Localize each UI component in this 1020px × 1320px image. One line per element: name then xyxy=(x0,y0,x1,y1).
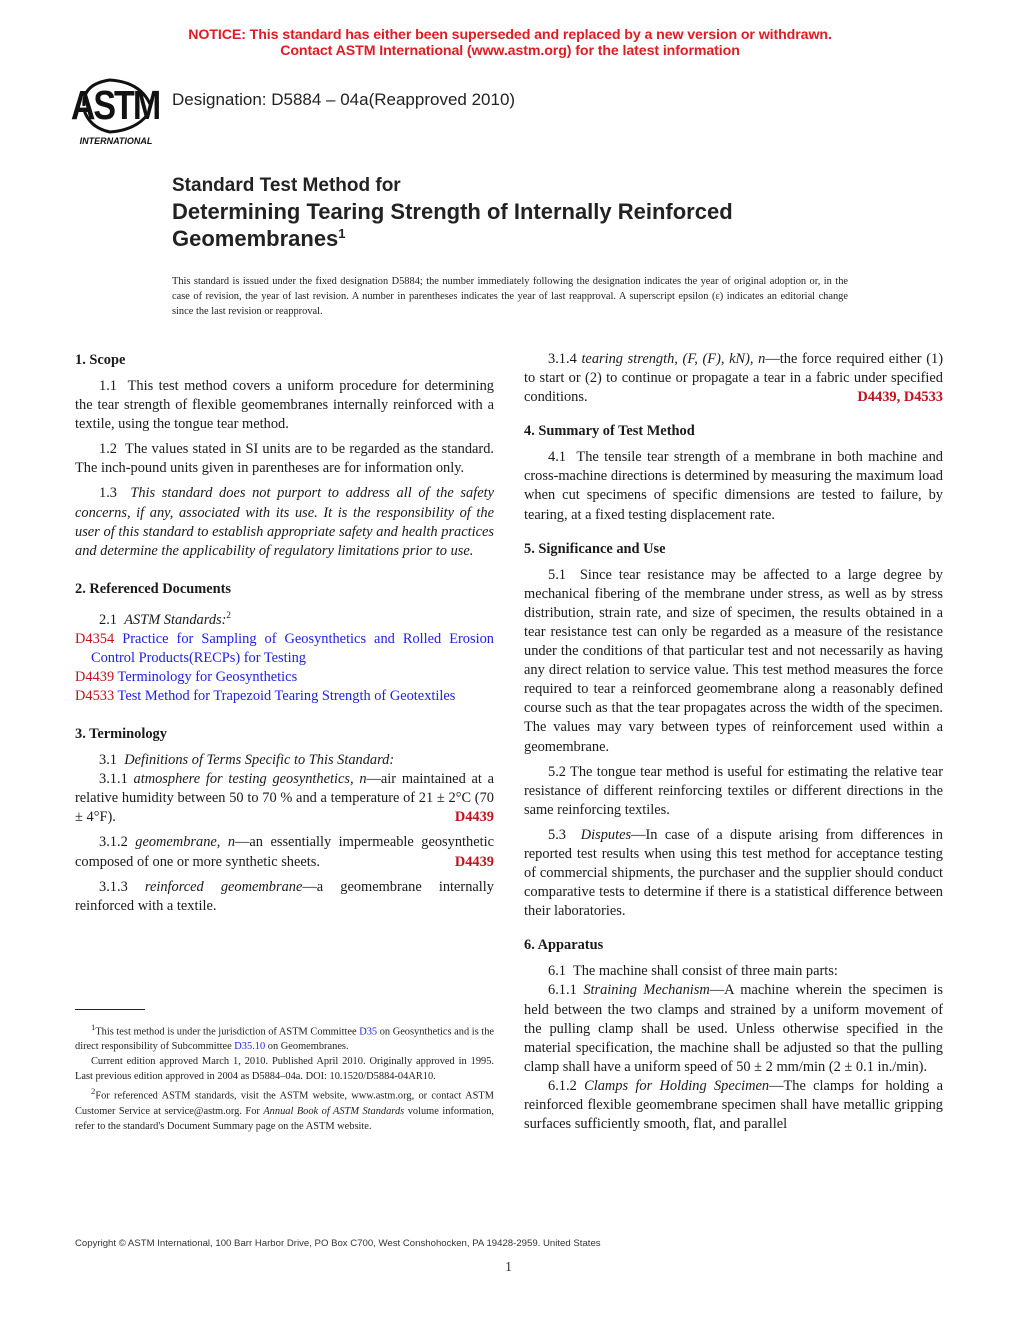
definition: —the force required either (1) to start or (2) to continue or propagate a tear in a fabric under specified conditions. xyxy=(524,351,943,406)
title-line-3-text: Geomembranes xyxy=(172,226,339,251)
footnote-mark[interactable]: 2 xyxy=(226,609,231,620)
document-title xyxy=(172,174,733,252)
subcommittee-link[interactable]: D35.10 xyxy=(234,1041,266,1053)
footnotes xyxy=(75,1020,494,1134)
reference-title[interactable]: Test Method for Trapezoid Tearing Strength of Geotextiles xyxy=(117,688,456,705)
para-3-1-3 xyxy=(75,878,494,916)
para-text: The tensile tear strength of a membrane in both machine and cross-machine directions is determined by measuring the maximum load when cut specimens of specific dimensions are tested to failure, by tearing, at a fixed testing displacement rate. xyxy=(524,449,943,523)
para-6-1-1 xyxy=(524,981,943,1076)
para-number: 6.1.1 xyxy=(548,982,577,999)
footnote-edition: Current edition approved March 1, 2010. Published April 2010. Originally approved in 1995. Last previous edition approved in 2004 as D5884–04a. DOI: 10.1520/D5884-04AR10. xyxy=(75,1056,494,1083)
footnote-text: on Geomembranes. xyxy=(265,1041,349,1053)
term: tearing strength, (F, (F), kN), n xyxy=(581,351,766,367)
footnote-text: Annual Book of ASTM Standards xyxy=(263,1105,405,1117)
para-6-1-2 xyxy=(524,1077,943,1134)
footnote-text: This test method is under the jurisdiction of ASTM Committee xyxy=(95,1026,360,1038)
footnote-2 xyxy=(75,1084,494,1133)
para-number: 3.1.3 xyxy=(99,878,128,895)
footnote-mark: 1 xyxy=(91,1022,96,1032)
para-text: —A machine wherein the specimen is held between the two clamps and strained by a uniform movement of the pulling clamp shall be used. Unless otherwise specified in the material specification, the machine shall be adjusted so that the pulling clamp shall have a uniform speed of 50 ± 2 mm/min (2 ± 0.1 in./min). xyxy=(524,982,943,1075)
footnote-mark: 2 xyxy=(91,1086,96,1097)
definition: —air maintained at a relative humidity between 50 to 70 % and a temperature of 21 ± 2°C (70 ± 4°F). xyxy=(75,771,494,826)
footnote-divider xyxy=(75,1009,145,1010)
para-number: 6.1.2 xyxy=(548,1077,577,1094)
copyright-notice: Copyright © ASTM International, 100 Barr Harbor Drive, PO Box C700, West Conshohocken, PA 19428-2959. United States xyxy=(75,1238,601,1249)
term: reinforced geomembrane xyxy=(144,878,303,895)
term: Straining Mechanism xyxy=(583,982,710,999)
para-5-2 xyxy=(524,763,943,820)
definition: —an essentially impermeable geosynthetic composed of one or more synthetic sheets. xyxy=(75,834,494,870)
notice-line-1: NOTICE: This standard has either been superseded and replaced by a new version or withdrawn. xyxy=(188,27,832,43)
reference-link[interactable]: D4439 xyxy=(454,853,494,870)
issuance-note: This standard is issued under the fixed designation D5884; the number immediately following the designation indicates the year of original adoption or, in the case of revision, the year of last revision. A number in parentheses indicates the year of last reapproval. A superscript epsilon (ε) indicates an editorial change since the last revision or reapproval. xyxy=(172,276,848,317)
designation: Designation: D5884 – 04a(Reapproved 2010) xyxy=(172,90,516,109)
para-number: 1.3 xyxy=(99,485,117,502)
para-6-1 xyxy=(524,962,943,981)
para-2-1 xyxy=(75,606,494,630)
footnote-1 xyxy=(75,1020,494,1054)
para-text: The tongue tear method is useful for estimating the relative tear resistance of different reinforcing textiles or different directions in the same reinforcing textiles. xyxy=(524,763,943,818)
term: geomembrane, n xyxy=(135,834,236,851)
para-1-3 xyxy=(75,484,494,560)
committee-link[interactable]: D35 xyxy=(359,1026,378,1038)
para-number: 5.2 xyxy=(548,763,566,780)
withdrawn-notice xyxy=(0,27,1020,59)
reference-code[interactable]: D4354 xyxy=(75,630,115,647)
para-number: 4.1 xyxy=(548,449,566,466)
reference-item[interactable] xyxy=(75,687,494,706)
section-heading-referenced: 2. Referenced Documents xyxy=(75,580,231,597)
definition: —a geomembrane internally reinforced with a textile. xyxy=(75,878,494,914)
astm-logo-icon xyxy=(70,76,162,146)
para-number: 6.1 xyxy=(548,963,566,980)
term: atmosphere for testing geosynthetics, n xyxy=(133,771,367,788)
svg-text:INTERNATIONAL: INTERNATIONAL xyxy=(79,136,153,146)
title-line-3 xyxy=(172,225,733,252)
para-number: 1.1 xyxy=(99,378,117,394)
right-column xyxy=(524,350,943,1134)
left-column xyxy=(75,350,494,922)
para-number: 1.2 xyxy=(99,441,117,458)
section-heading-terminology: 3. Terminology xyxy=(75,726,167,743)
reference-link[interactable]: D4439 xyxy=(454,809,494,826)
separator: , xyxy=(896,389,904,406)
section-heading-scope: 1. Scope xyxy=(75,352,126,368)
reference-title[interactable]: Practice for Sampling of Geosynthetics and Rolled Erosion Control Products(RECPs) for Testing xyxy=(91,630,494,666)
reference-code[interactable]: D4533 xyxy=(75,688,115,705)
reference-link[interactable]: D4533 xyxy=(903,389,943,406)
para-3-1-1 xyxy=(75,770,494,827)
section-heading-apparatus: 6. Apparatus xyxy=(524,937,604,954)
para-3-1-2 xyxy=(75,833,494,871)
para-text: ASTM Standards: xyxy=(124,611,227,628)
section-heading-significance: 5. Significance and Use xyxy=(524,540,666,557)
section-heading-summary: 4. Summary of Test Method xyxy=(524,423,695,440)
para-number: 5.3 xyxy=(548,826,566,843)
title-footnote-mark[interactable]: 1 xyxy=(338,226,346,241)
para-text: Since tear resistance may be affected to a large degree by mechanical fibering of the membrane under stress, as well as by stress distribution, strain rate, and size of specimen, the results obtained in a tear resistance test can only be regarded as a measure of the resistance under the conditions of that particular test and not necessarily as having any direct relation to service value. This test method measures the force required to tear a reinforced geomembrane along a reasonably defined course such as that the tear propagates across the width of the specimen. The values may vary between types of reinforcement used within a geomembrane. xyxy=(524,566,943,755)
reference-item[interactable] xyxy=(75,668,494,687)
para-number: 3.1.2 xyxy=(99,834,128,851)
para-3-1-4 xyxy=(524,350,943,407)
title-line-1: Standard Test Method for xyxy=(172,175,401,196)
term: Disputes xyxy=(580,826,632,843)
para-text: The values stated in SI units are to be regarded as the standard. The inch-pound units given in parentheses are for information only. xyxy=(75,441,494,477)
reference-link[interactable]: D4439 xyxy=(857,389,897,406)
reference-item[interactable] xyxy=(75,630,494,668)
para-text: Definitions of Terms Specific to This Standard: xyxy=(124,752,395,769)
term: Clamps for Holding Specimen xyxy=(584,1077,770,1094)
para-number: 3.1 xyxy=(99,752,117,769)
para-4-1 xyxy=(524,448,943,524)
para-5-3 xyxy=(524,826,943,921)
para-text: —The clamps for holding a reinforced flexible geomembrane specimen shall have metallic gripping surfaces sufficiently smooth, flat, and parallel xyxy=(524,1077,943,1133)
para-number: 3.1.1 xyxy=(99,771,128,788)
footnote-text: For referenced ASTM standards, visit the ASTM website, www.astm.org, or contact ASTM Customer Service at service@astm.org. For xyxy=(75,1090,494,1117)
para-text: —In case of a dispute arising from differences in reported test results when using this test method for acceptance testing of commercial shipments, the purchaser and the supplier should conduct comparative tests to determine if there is a statistical difference between their laboratories. xyxy=(524,826,943,920)
para-number: 3.1.4 xyxy=(548,351,577,367)
footnote-text: volume information, refer to the standard's Document Summary page on the ASTM website. xyxy=(75,1105,494,1132)
svg-text:ASTM: ASTM xyxy=(70,82,160,128)
para-text: This standard does not purport to address all of the safety concerns, if any, associated with its use. It is the responsibility of the user of this standard to establish appropriate safety and health practices and determine the applicability of regulatory limitations prior to use. xyxy=(75,485,494,559)
title-line-2: Determining Tearing Strength of Internally Reinforced xyxy=(172,199,733,224)
para-number: 5.1 xyxy=(548,566,566,583)
para-3-1 xyxy=(75,751,494,770)
para-5-1 xyxy=(524,566,943,757)
astm-logo xyxy=(70,76,162,146)
para-text: The machine shall consist of three main parts: xyxy=(572,963,838,980)
reference-code[interactable]: D4439 xyxy=(75,668,115,685)
para-1-1 xyxy=(75,377,494,434)
footnote-text: on Geosynthetics and is the direct responsibility of Subcommittee xyxy=(75,1026,494,1053)
para-text: This test method covers a uniform procedure for determining the tear strength of flexible geomembranes internally reinforced with a textile, using the tongue tear method. xyxy=(75,378,495,433)
para-1-2 xyxy=(75,440,494,478)
reference-title[interactable]: Terminology for Geosynthetics xyxy=(117,668,298,685)
para-number: 2.1 xyxy=(99,611,117,628)
notice-line-2: Contact ASTM International (www.astm.org) for the latest information xyxy=(280,43,740,59)
page-number: 1 xyxy=(505,1260,512,1275)
